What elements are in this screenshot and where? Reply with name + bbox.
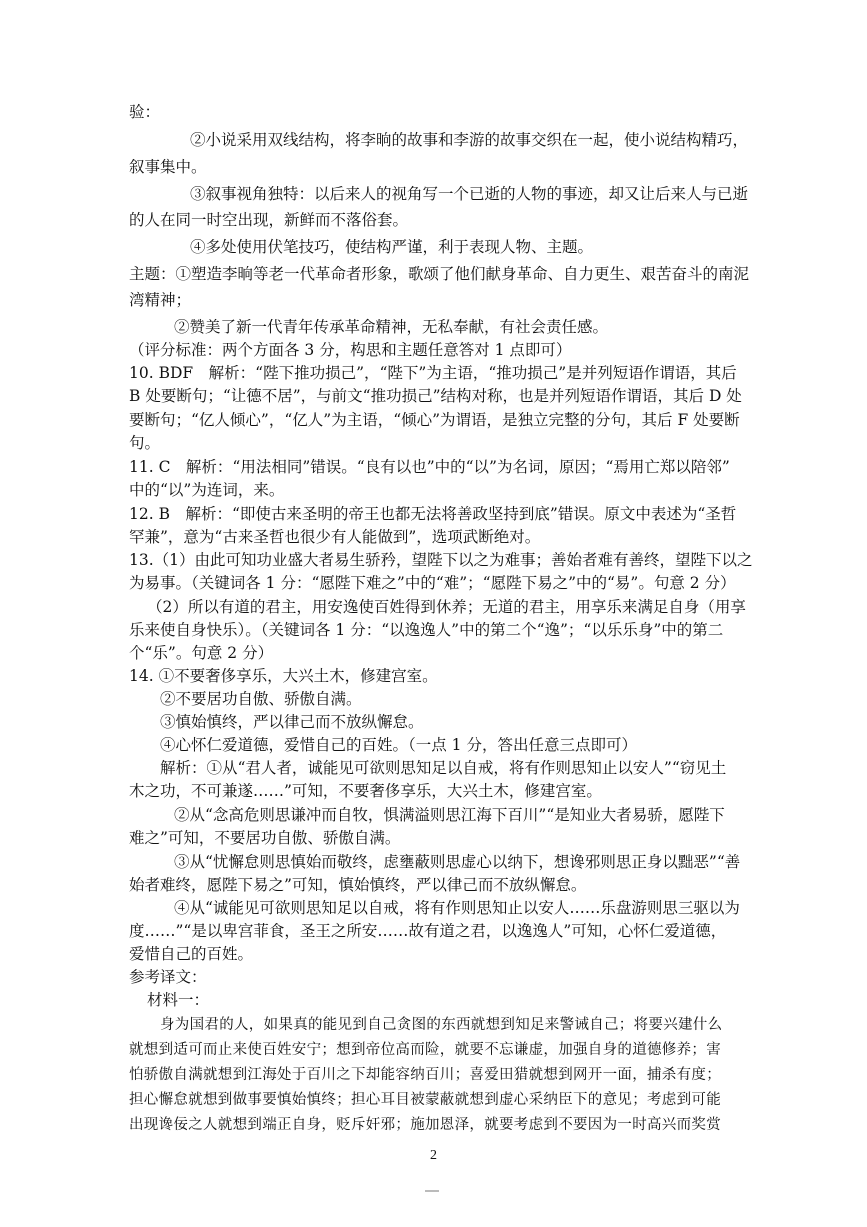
text-line: ④心怀仁爱道德，爱惜自己的百姓。（一点 1 分，答出任意三点即可）: [160, 736, 637, 754]
text-line: 主题：①塑造李晌等老一代革命者形象，歌颂了他们献身革命、自力更生、艰苦奋斗的南泥: [129, 265, 750, 283]
translation-line: 身为国君的人，如果真的能见到自己贪图的东西就想到知足来警诫自己；将要兴建什么: [160, 1017, 723, 1033]
text-line: 叙事集中。: [129, 158, 207, 176]
page-number: 2: [430, 1148, 437, 1163]
text-line: B 处要断句；“让德不居”，与前文“推功损己”结构对称，也是并列短语作谓语，其后 D 处: [129, 387, 742, 405]
text-line: 罕兼”，意为“古来圣哲也很少有人能做到”，选项武断绝对。: [129, 528, 541, 546]
text-line: ③从“忧懈怠则思慎始而敬终，虑壅蔽则思虚心以纳下，想谗邪则思正身以黜恶”“善: [174, 853, 741, 871]
section-heading: 参考译文：: [129, 968, 207, 986]
section-subheading: 材料一：: [147, 991, 210, 1009]
text-line: ③慎始慎终，严以律己而不放纵懈怠。: [160, 713, 424, 731]
text-line: 木之功，不可兼遂……”可知，不要奢侈享乐，大兴土木，修建宫室。: [129, 782, 602, 800]
text-line: 乐来使自身快乐）。（关键词各 1 分：“以逸逸人”中的第二个“逸”；“以乐乐身”中的第二: [129, 621, 724, 639]
translation-line: 出现谗佞之人就想到端正自身，贬斥奸邪；施加恩泽，就要考虑到不要因为一时高兴而奖赏: [129, 1117, 721, 1133]
text-line: 爱惜自己的百姓。: [129, 945, 254, 963]
text-line: 要断句；“亿人倾心”，“亿人”为主语，“倾心”为谓语，是独立完整的分句，其后 F 处要断: [129, 411, 740, 429]
translation-line: 就想到适可而止来使百姓安宁；想到帝位高而险，就要不忘谦虚，加强自身的道德修养；害: [129, 1042, 721, 1058]
text-line: ④多处使用伏笔技巧，使结构严谨，利于表现人物、主题。: [190, 238, 594, 256]
text-line: 12. B 解析：“即使古来圣明的帝王也都无法将善政坚持到底”错误。原文中表述为“圣哲: [129, 505, 737, 523]
text-line: 14. ①不要奢侈享乐，大兴土木，修建宫室。: [129, 667, 438, 685]
text-line: （2）所以有道的君主，用安逸使百姓得到休养；无道的君主，用享乐来满足自身（用享: [147, 598, 746, 616]
text-line: 句。: [129, 434, 161, 452]
text-line: 始者难终，愿陛下易之”可知，慎始慎终，严以律己而不放纵懈怠。: [129, 876, 587, 894]
text-line: ④从“诚能见可欲则思知足以自戒，将有作则思知止以安人……乐盘游则思三驱以为: [174, 899, 740, 917]
text-line: 解析：①从“君人者，诚能见可欲则思知足以自戒，将有作则思知止以安人”“窃见土: [160, 759, 727, 777]
text-line: 湾精神；: [129, 291, 192, 309]
text-line: ②不要居功自傲、骄傲自满。: [160, 690, 362, 708]
text-line: 中的“以”为连词，来。: [129, 481, 285, 499]
text-line: 11. C 解析：“用法相同”错误。“良有以也”中的“以”为名词，原因；“焉用亡郑以陪邻”: [129, 458, 730, 476]
translation-line: 怕骄傲自满就想到江海处于百川之下却能容纳百川；喜爱田猎就想到网开一面，捕杀有度；: [129, 1067, 721, 1083]
translation-line: 担心懈怠就想到做事要慎始慎终；担心耳目被蒙蔽就想到虚心采纳臣下的意见；考虑到可能: [129, 1092, 721, 1108]
text-line: 10. BDF 解析：“陛下推功损己”，“陛下”为主语，“推功损己”是并列短语作谓语，其后: [129, 364, 737, 382]
footer-divider: [425, 1190, 439, 1192]
text-line: ②赞美了新一代青年传承革命精神，无私奉献，有社会责任感。: [174, 318, 609, 336]
text-line: 个“乐”。句意 2 分）: [129, 644, 274, 662]
text-line: 13.（1）由此可知功业盛大者易生骄矜，望陛下以之为难事；善始者难有善终，望陛下以之: [129, 551, 753, 569]
text-line: （评分标准：两个方面各 3 分，构思和主题任意答对 1 点即可）: [129, 341, 572, 359]
text-line: 为易事。（关键词各 1 分：“愿陛下难之”中的“难”；“愿陛下易之”中的“易”。句意 2 分）: [129, 574, 736, 592]
text-line: ②小说采用双线结构，将李晌的故事和李游的故事交织在一起，使小说结构精巧，: [190, 131, 749, 149]
text-line: 度……”“是以卑宫菲食，圣王之所安……故有道之君，以逸逸人”可知，心怀仁爱道德，: [129, 922, 727, 940]
text-line: 难之”可知，不要居功自傲、骄傲自满。: [129, 829, 401, 847]
text-line: 验：: [129, 103, 161, 121]
text-line: ②从“念高危则思谦冲而自牧，惧满溢则思江海下百川”“是知业大者易骄，愿陛下: [174, 806, 725, 824]
text-line: ③叙事视角独特：以后来人的视角写一个已逝的人物的事迹，却又让后来人与已逝: [190, 185, 749, 203]
text-line: 的人在同一时空出现，新鲜而不落俗套。: [129, 211, 409, 229]
